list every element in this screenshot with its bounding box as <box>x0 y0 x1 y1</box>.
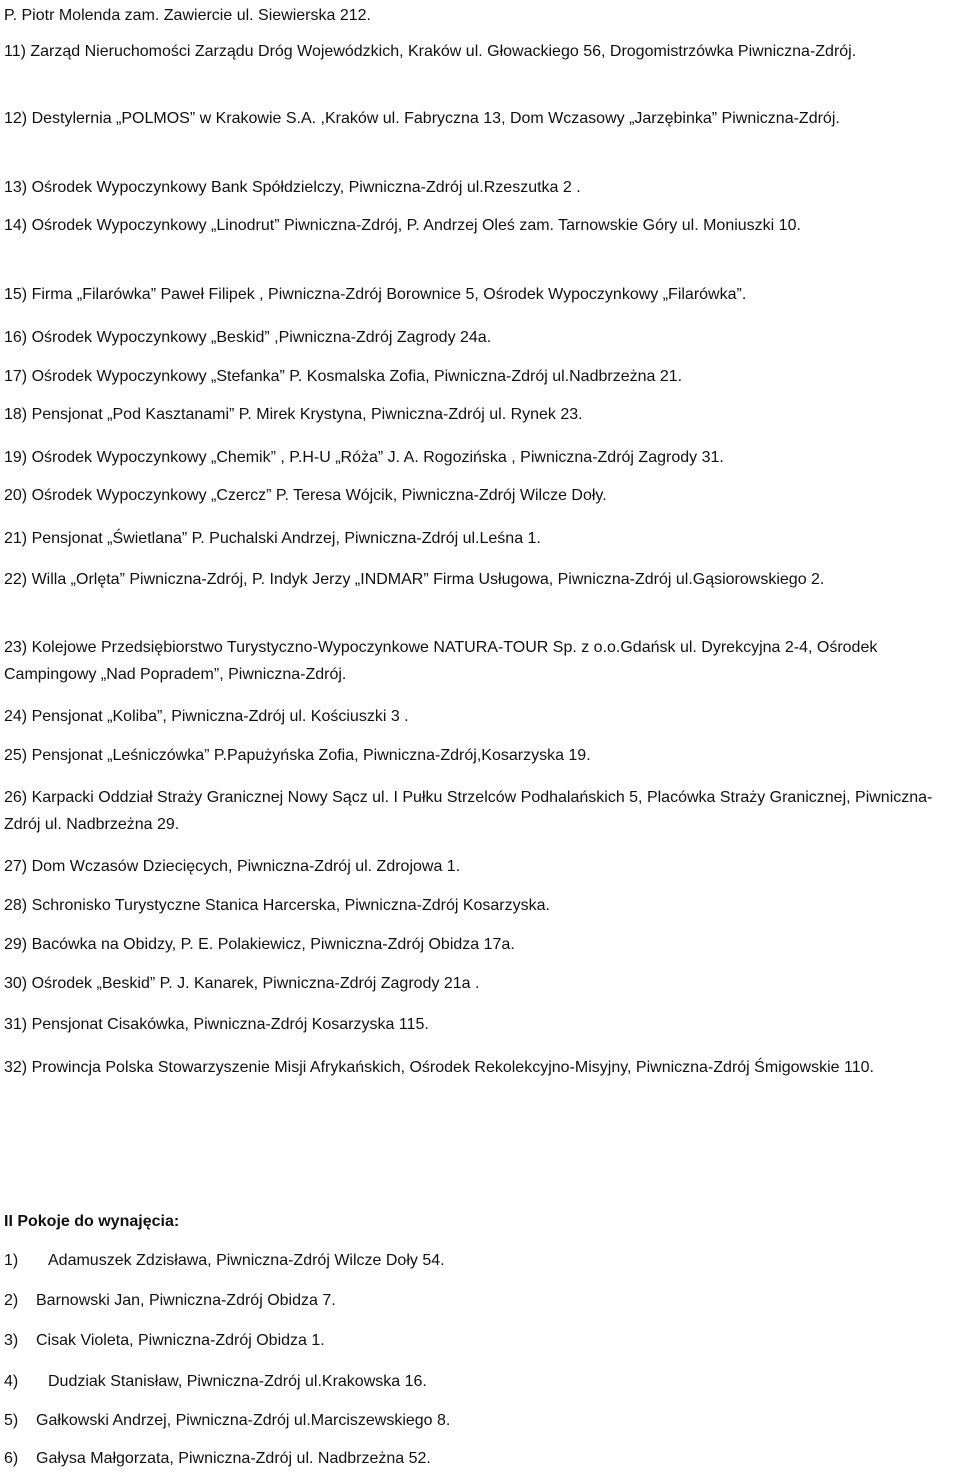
list-item <box>4 1372 427 1392</box>
list-item-text: Dudziak Stanisław, Piwniczna-Zdrój ul.Krakowska 16. <box>48 1373 427 1390</box>
list-entry-27: 27) Dom Wczasów Dziecięcych, Piwniczna-Zdrój ul. Zdrojowa 1. <box>4 858 461 875</box>
list-entry-20: 20) Ośrodek Wypoczynkowy „Czercz” P. Teresa Wójcik, Piwniczna-Zdrój Wilcze Doły. <box>4 487 607 504</box>
list-entry-13: 13) Ośrodek Wypoczynkowy Bank Spółdzielczy, Piwniczna-Zdrój ul.Rzeszutka 2 . <box>4 179 581 196</box>
list-item-text: Gałysa Małgorzata, Piwniczna-Zdrój ul. Nadbrzeżna 52. <box>36 1450 431 1467</box>
list-entry-21: 21) Pensjonat „Świetlana” P. Puchalski Andrzej, Piwniczna-Zdrój ul.Leśna 1. <box>4 530 541 547</box>
list-item-text: Cisak Violeta, Piwniczna-Zdrój Obidza 1. <box>36 1332 325 1349</box>
list-entry-17: 17) Ośrodek Wypoczynkowy „Stefanka” P. Kosmalska Zofia, Piwniczna-Zdrój ul.Nadbrzeżna 21. <box>4 368 683 385</box>
list-item-number: 3) <box>4 1332 19 1349</box>
list-item-number: 2) <box>4 1292 19 1309</box>
list-entry-24: 24) Pensjonat „Koliba”, Piwniczna-Zdrój ul. Kościuszki 3 . <box>4 708 409 725</box>
list-item-number: 5) <box>4 1412 19 1429</box>
list-entry-23: 23) Kolejowe Przedsiębiorstwo Turystyczno-Wypoczynkowe NATURA-TOUR Sp. z o.o.Gdańsk ul. Dyrekcyjna 2-4, Ośrodek Campingowy „Nad Popradem”, Piwniczna-Zdrój. <box>4 639 878 683</box>
list-entry-14: 14) Ośrodek Wypoczynkowy „Linodrut” Piwniczna-Zdrój, P. Andrzej Oleś zam. Tarnowskie Góry ul. Moniuszki 10. <box>4 217 801 234</box>
list-entry-15: 15) Firma „Filarówka” Paweł Filipek , Piwniczna-Zdrój Borownice 5, Ośrodek Wypoczynkowy „Filarówka”. <box>4 286 747 303</box>
list-item <box>4 1331 325 1351</box>
list-entry-12: 12) Destylernia „POLMOS” w Krakowie S.A. ,Kraków ul. Fabryczna 13, Dom Wczasowy „Jarzębinka” Piwniczna-Zdrój. <box>4 110 840 127</box>
list-item <box>4 1449 431 1469</box>
list-item <box>4 1291 336 1311</box>
list-entry-p-molenda: P. Piotr Molenda zam. Zawiercie ul. Siewierska 212. <box>4 7 371 24</box>
list-item-text: Barnowski Jan, Piwniczna-Zdrój Obidza 7. <box>36 1292 336 1309</box>
list-entry-25: 25) Pensjonat „Leśniczówka” P.Papużyńska Zofia, Piwniczna-Zdrój,Kosarzyska 19. <box>4 747 591 764</box>
list-entry-22: 22) Willa „Orlęta” Piwniczna-Zdrój, P. Indyk Jerzy „INDMAR” Firma Usługowa, Piwniczna-Zdrój ul.Gąsiorowskiego 2. <box>4 571 825 588</box>
list-entry-30: 30) Ośrodek „Beskid” P. J. Kanarek, Piwniczna-Zdrój Zagrody 21a . <box>4 975 480 992</box>
list-entry-26: 26) Karpacki Oddział Straży Granicznej Nowy Sącz ul. I Pułku Strzelców Podhalańskich 5, Placówka Straży Granicznej, Piwniczna-Zdrój ul. Nadbrzeżna 29. <box>4 789 933 833</box>
list-entry-18: 18) Pensjonat „Pod Kasztanami” P. Mirek Krystyna, Piwniczna-Zdrój ul. Rynek 23. <box>4 406 583 423</box>
list-entry-28: 28) Schronisko Turystyczne Stanica Harcerska, Piwniczna-Zdrój Kosarzyska. <box>4 897 550 914</box>
list-item-text: Adamuszek Zdzisława, Piwniczna-Zdrój Wilcze Doły 54. <box>48 1252 445 1269</box>
list-item-number: 6) <box>4 1450 19 1467</box>
list-item <box>4 1411 450 1431</box>
section-heading: II Pokoje do wynajęcia: <box>4 1213 180 1230</box>
list-entry-29: 29) Bacówka na Obidzy, P. E. Polakiewicz, Piwniczna-Zdrój Obidza 17a. <box>4 936 515 953</box>
list-entry-11: 11) Zarząd Nieruchomości Zarządu Dróg Wojewódzkich, Kraków ul. Głowackiego 56, Drogomistrzówka Piwniczna-Zdrój. <box>4 43 857 60</box>
list-item-number: 4) <box>4 1373 19 1390</box>
list-item-number: 1) <box>4 1252 19 1269</box>
list-item-text: Gałkowski Andrzej, Piwniczna-Zdrój ul.Marciszewskiego 8. <box>36 1412 451 1429</box>
list-entry-31: 31) Pensjonat Cisakówka, Piwniczna-Zdrój Kosarzyska 115. <box>4 1016 429 1033</box>
list-item <box>4 1251 445 1271</box>
list-entry-19: 19) Ośrodek Wypoczynkowy „Chemik” , P.H-U „Róża” J. A. Rogozińska , Piwniczna-Zdrój Zagrody 31. <box>4 449 724 466</box>
list-entry-16: 16) Ośrodek Wypoczynkowy „Beskid” ,Piwniczna-Zdrój Zagrody 24a. <box>4 329 492 346</box>
list-entry-32: 32) Prowincja Polska Stowarzyszenie Misji Afrykańskich, Ośrodek Rekolekcyjno-Misyjny, Piwniczna-Zdrój Śmigowskie 110. <box>4 1059 874 1076</box>
